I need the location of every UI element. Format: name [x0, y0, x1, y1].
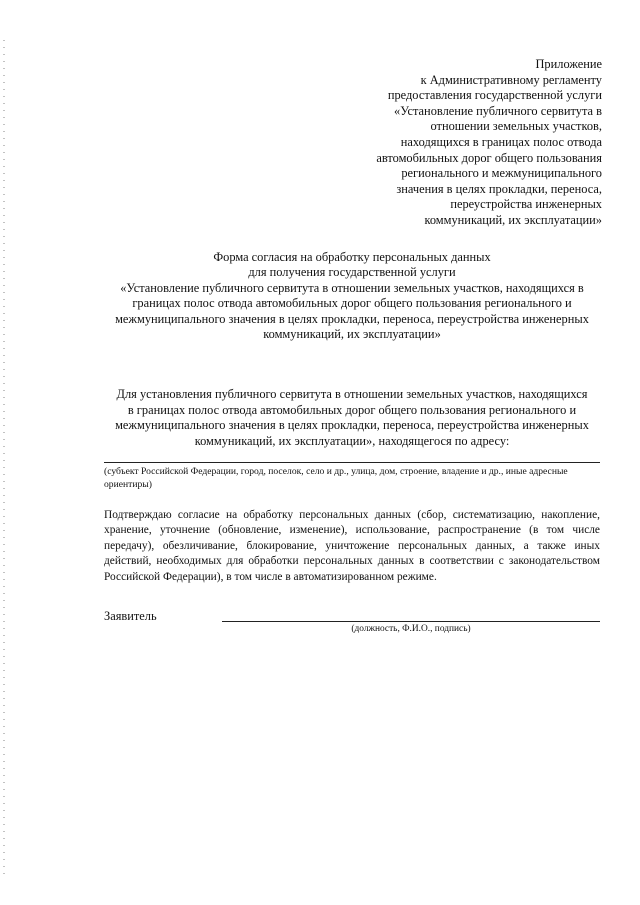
appendix-line: к Административному регламенту — [420, 72, 602, 87]
intro-paragraph — [92, 387, 612, 449]
appendix-header — [302, 57, 602, 229]
form-title-line: межмуниципального значения в целях прокладки, переноса, переустройства инженерных — [115, 311, 589, 326]
appendix-line: переустройства инженерных — [450, 197, 602, 212]
form-title-line: «Установление публичного сервитута в отношении земельных участков, находящихся в — [120, 280, 584, 295]
intro-line: Для установления публичного сервитута в отношении земельных участков, находящихся — [116, 387, 588, 401]
form-title-line: границах полос отвода автомобильных дорог общего пользования регионального и — [132, 296, 572, 311]
signature-field-line[interactable] — [222, 621, 600, 622]
consent-paragraph: Подтверждаю согласие на обработку персональных данных (сбор, систематизацию, накопление, хранение, уточнение (обновление, изменение), использование, распространение (в том числе передачу), обезличивание, блокирование, уничтожение персональных данных, а также иных действий, необходимых для обработки персональных данных в соответствии с законодательством Российской Федерации), в том числе в автоматизированном режиме. — [104, 509, 600, 583]
form-title — [92, 250, 612, 342]
form-title-line: коммуникаций, их эксплуатации» — [263, 327, 441, 342]
signature-hint: (должность, Ф.И.О., подпись) — [351, 624, 471, 634]
appendix-line: «Установление публичного сервитута в — [394, 103, 602, 118]
scan-edge-marks — [3, 40, 5, 880]
intro-line: в границах полос отвода автомобильных дорог общего пользования регионального и — [127, 402, 577, 417]
address-hint: (субъект Российской Федерации, город, поселок, село и др., улица, дом, строение, владение и др., иные адресные ориентиры) — [104, 466, 568, 490]
appendix-line: значения в целях прокладки, переноса, — [396, 181, 602, 196]
form-title-line: для получения государственной услуги — [248, 265, 456, 280]
intro-line: межмуниципального значения в целях прокладки, переноса, переустройства инженерных — [115, 418, 589, 433]
applicant-label: Заявитель — [104, 609, 157, 623]
appendix-line: предоставления государственной услуги — [387, 88, 602, 103]
appendix-line: находящихся в границах полос отвода — [400, 134, 602, 149]
appendix-line: регионального и межмуниципального — [401, 166, 602, 181]
form-title-line: Форма согласия на обработку персональных данных — [213, 250, 491, 264]
address-field-line[interactable] — [104, 462, 600, 463]
appendix-line: Приложение — [535, 57, 602, 71]
appendix-line: отношении земельных участков, — [430, 119, 602, 134]
intro-line: коммуникаций, их эксплуатации», находящегося по адресу: — [194, 433, 510, 448]
appendix-line: автомобильных дорог общего пользования — [376, 150, 602, 165]
appendix-line: коммуникаций, их эксплуатации» — [424, 212, 602, 227]
